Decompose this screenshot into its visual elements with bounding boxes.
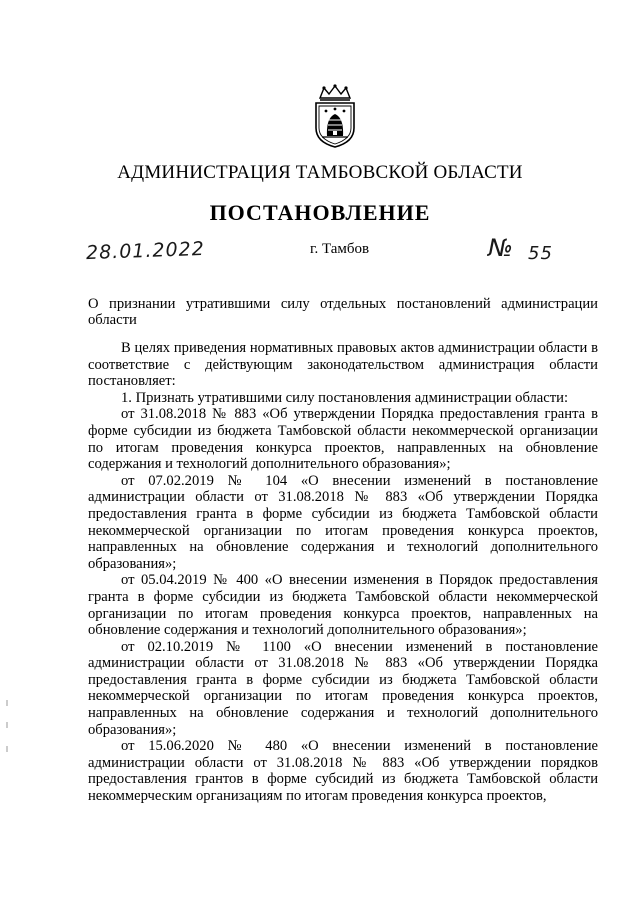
document-subject: О признании утратившими силу отдельных постановлений администрации области bbox=[88, 296, 598, 328]
clause-1-paragraph: 1. Признать утратившими силу постановления администрации области: bbox=[121, 389, 568, 406]
preamble-paragraph: В целях приведения нормативных правовых актов администрации области в соответствие с действующим законодательством администрация области постановляет: bbox=[88, 340, 598, 390]
repealed-act-item: от 02.10.2019 № 1100 «О внесении изменений в постановление администрации области от 31.08.2018 № 883 «Об утверждении Порядка предоставления гранта в форме субсидии из бюджета Тамбовской области некоммерческой организации по итогам проведения конкурса проектов, направленных на обновление содержания и технологий дополнительного образования»; bbox=[88, 638, 598, 738]
city-label: г. Тамбов bbox=[310, 241, 370, 257]
number-sign: № bbox=[488, 234, 513, 262]
document-type-title: ПОСТАНОВЛЕНИЕ bbox=[209, 200, 431, 225]
handwritten-document-number: 55 bbox=[528, 243, 553, 264]
document-body bbox=[88, 340, 598, 805]
organization-name: АДМИНИСТРАЦИЯ ТАМБОВСКОЙ ОБЛАСТИ bbox=[117, 162, 523, 183]
handwritten-date: 28.01.2022 bbox=[85, 237, 206, 265]
repealed-act-item: от 15.06.2020 № 480 «О внесении изменений в постановление администрации области от 31.08.2018 № 883 «Об утверждении порядков предоставления грантов в форме субсидий из бюджета Тамбовской области некоммерческим организациям по итогам проведения конкурса проектов, bbox=[88, 738, 598, 805]
tambov-coat-of-arms-icon bbox=[312, 84, 358, 148]
repealed-act-item: от 05.04.2019 № 400 «О внесении изменения в Порядок предоставления гранта в форме субсидии из бюджета Тамбовской области некоммерческой организации по итогам проведения конкурса проектов, направленных на обновление содержания и технологий дополнительного образования»; bbox=[88, 572, 598, 639]
scan-edge-marks bbox=[6, 700, 8, 760]
repealed-act-item: от 31.08.2018 № 883 «Об утверждении Порядка предоставления гранта в форме субсидии из бюджета Тамбовской области некоммерческой организации по итогам проведения конкурса проектов, направленных на обновление содержания и технологий дополнительного образования»; bbox=[88, 406, 598, 473]
repealed-act-item: от 07.02.2019 № 104 «О внесении изменений в постановление администрации области от 31.08.2018 № 883 «Об утверждении Порядка предоставления гранта в форме субсидии из бюджета Тамбовской области некоммерческой организации по итогам проведения конкурса проектов, направленных на обновление содержания и технологий дополнительного образования»; bbox=[88, 472, 598, 572]
